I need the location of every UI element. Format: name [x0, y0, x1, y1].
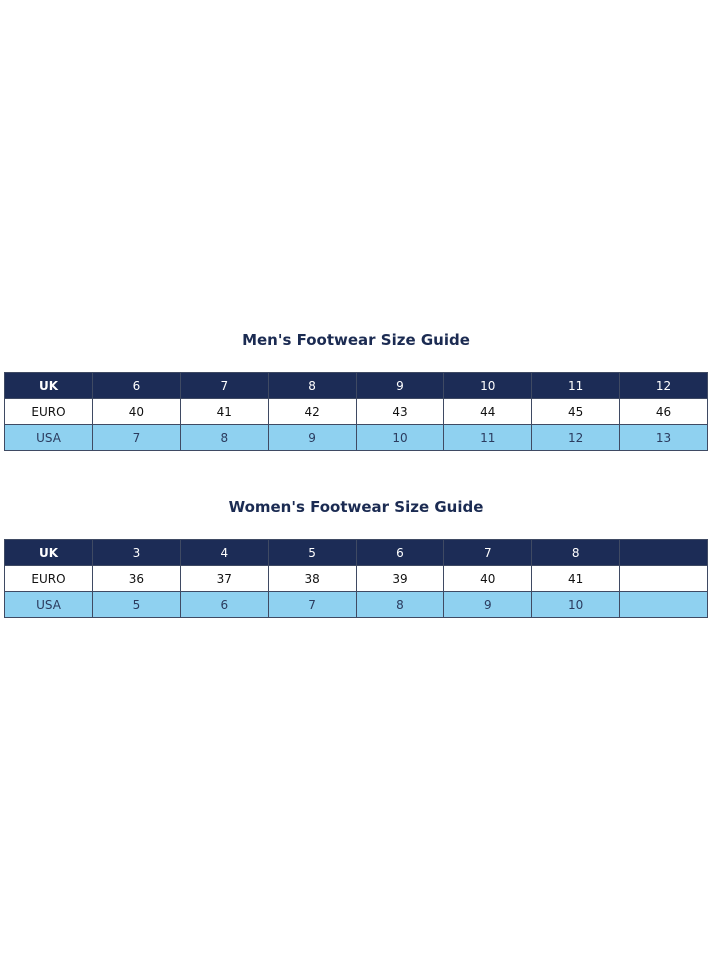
mens-euro-cell: 46 — [620, 399, 708, 425]
womens-uk-cell: 4 — [180, 540, 268, 566]
womens-usa-label: USA — [5, 592, 93, 618]
mens-uk-cell: 6 — [93, 373, 181, 399]
mens-size-table — [4, 372, 708, 451]
womens-usa-cell: 10 — [532, 592, 620, 618]
womens-uk-cell: 6 — [356, 540, 444, 566]
mens-usa-cell: 8 — [180, 425, 268, 451]
womens-size-guide-title: Women's Footwear Size Guide — [228, 498, 484, 516]
womens-uk-cell: 7 — [444, 540, 532, 566]
womens-uk-label: UK — [5, 540, 93, 566]
mens-uk-cell: 8 — [268, 373, 356, 399]
mens-euro-cell: 44 — [444, 399, 532, 425]
womens-uk-row — [5, 540, 708, 566]
womens-usa-cell: 8 — [356, 592, 444, 618]
womens-uk-cell: 8 — [532, 540, 620, 566]
womens-euro-cell: 37 — [180, 566, 268, 592]
womens-usa-cell: 7 — [268, 592, 356, 618]
womens-euro-cell-empty — [620, 566, 708, 592]
womens-size-table — [4, 539, 708, 618]
mens-uk-cell: 11 — [532, 373, 620, 399]
mens-uk-row — [5, 373, 708, 399]
mens-uk-cell: 10 — [444, 373, 532, 399]
mens-usa-cell: 9 — [268, 425, 356, 451]
womens-uk-cell: 3 — [93, 540, 181, 566]
womens-size-guide — [4, 495, 708, 618]
mens-usa-row — [5, 425, 708, 451]
womens-uk-cell: 5 — [268, 540, 356, 566]
mens-uk-cell: 7 — [180, 373, 268, 399]
womens-usa-cell: 5 — [93, 592, 181, 618]
womens-euro-cell: 39 — [356, 566, 444, 592]
mens-uk-label: UK — [5, 373, 93, 399]
womens-euro-cell: 40 — [444, 566, 532, 592]
mens-usa-label: USA — [5, 425, 93, 451]
mens-usa-cell: 12 — [532, 425, 620, 451]
mens-euro-cell: 45 — [532, 399, 620, 425]
mens-euro-cell: 42 — [268, 399, 356, 425]
womens-euro-label: EURO — [5, 566, 93, 592]
womens-uk-cell-empty — [620, 540, 708, 566]
womens-euro-cell: 36 — [93, 566, 181, 592]
mens-usa-cell: 13 — [620, 425, 708, 451]
mens-usa-cell: 7 — [93, 425, 181, 451]
mens-euro-row — [5, 399, 708, 425]
mens-euro-cell: 40 — [93, 399, 181, 425]
womens-usa-cell: 6 — [180, 592, 268, 618]
mens-uk-cell: 9 — [356, 373, 444, 399]
womens-euro-cell: 38 — [268, 566, 356, 592]
mens-euro-label: EURO — [5, 399, 93, 425]
womens-usa-row — [5, 592, 708, 618]
mens-size-guide-title: Men's Footwear Size Guide — [242, 331, 470, 349]
mens-uk-cell: 12 — [620, 373, 708, 399]
mens-usa-cell: 11 — [444, 425, 532, 451]
womens-usa-cell: 9 — [444, 592, 532, 618]
mens-usa-cell: 10 — [356, 425, 444, 451]
mens-euro-cell: 41 — [180, 399, 268, 425]
mens-euro-cell: 43 — [356, 399, 444, 425]
womens-euro-cell: 41 — [532, 566, 620, 592]
womens-euro-row — [5, 566, 708, 592]
mens-size-guide — [4, 328, 708, 451]
womens-usa-cell-empty — [620, 592, 708, 618]
